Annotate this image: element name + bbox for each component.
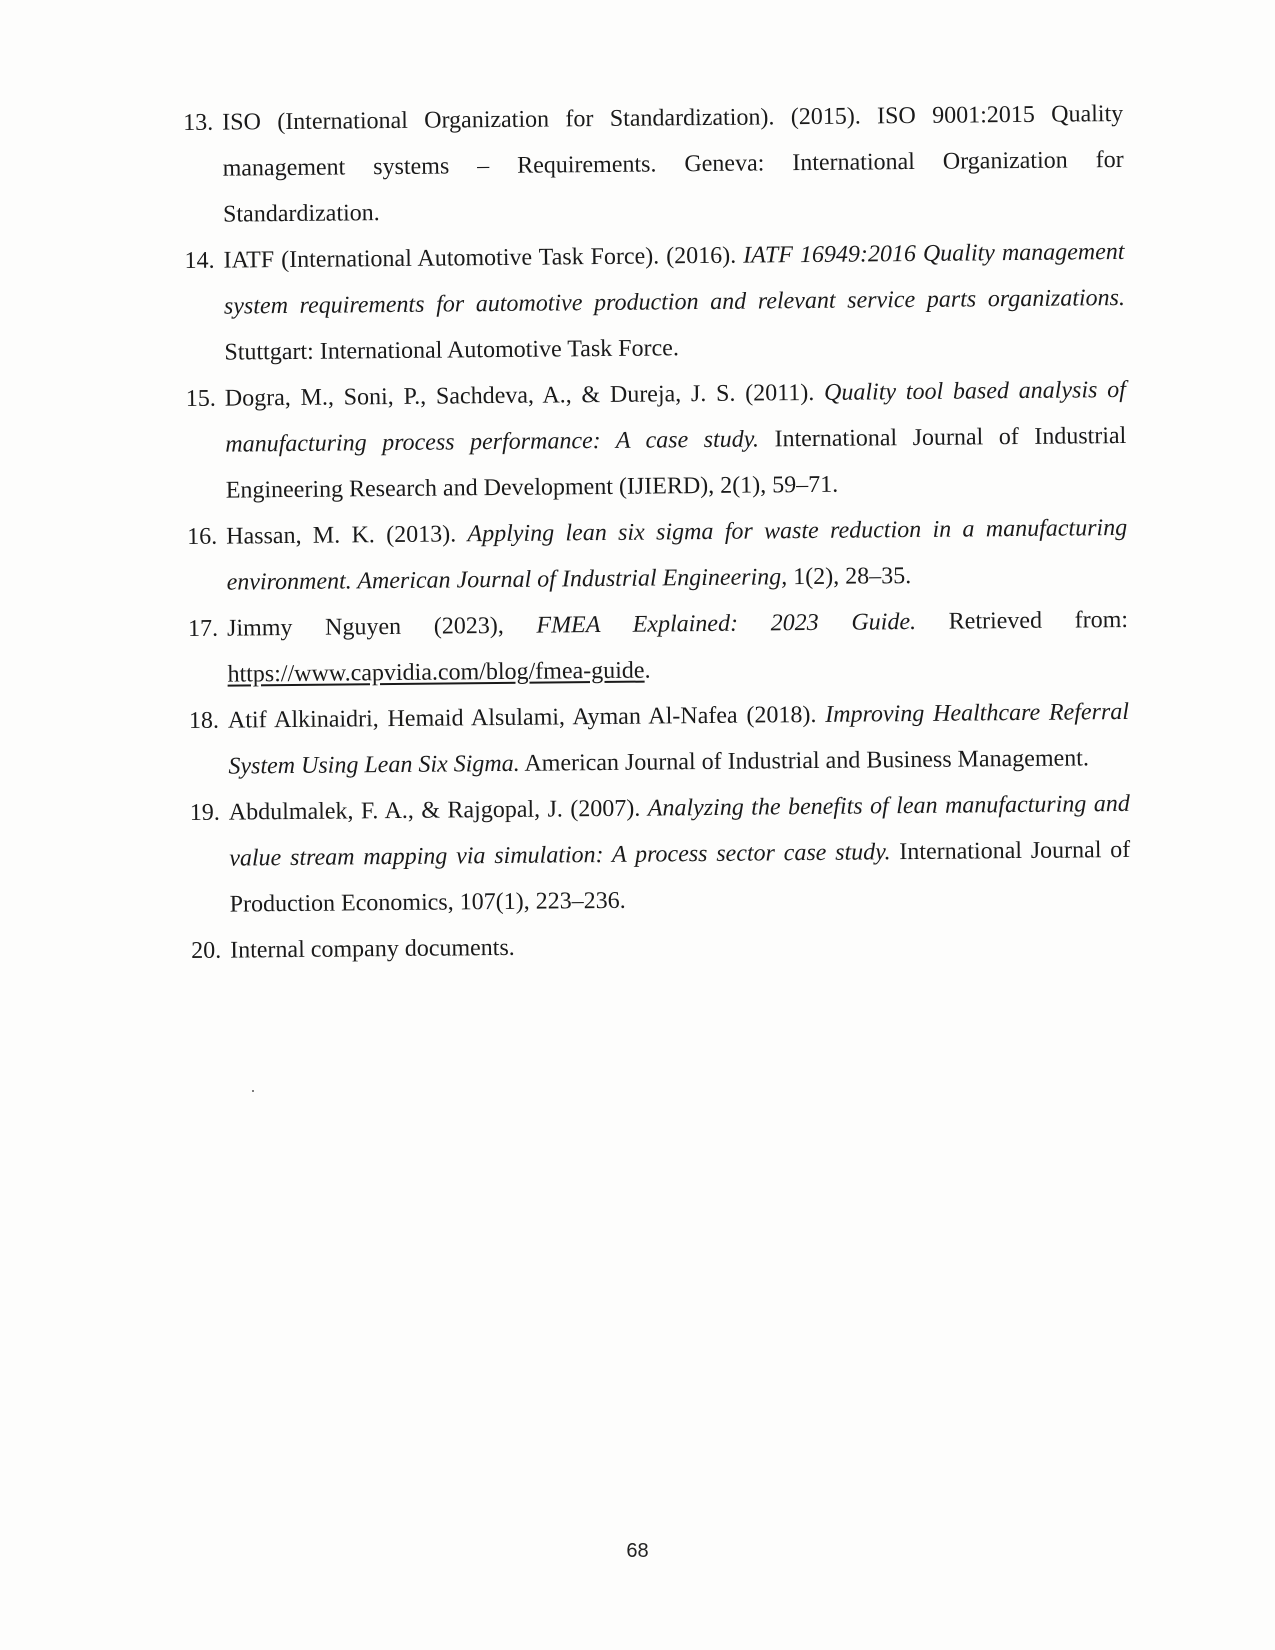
reference-title: FMEA Explained: 2023 Guide. <box>536 608 917 639</box>
reference-source: International Journal of Industrial Engineering Research and Development (IJIERD), 2(1), 59–71. <box>225 422 1127 504</box>
reference-number: 14. <box>184 247 215 274</box>
reference-number: 17. <box>187 615 219 642</box>
reference-item <box>183 91 1124 238</box>
reference-title: Quality tool based analysis of manufacturing process performance: A case study. <box>225 376 1126 458</box>
reference-source: 1(2), 28–35. <box>787 563 912 591</box>
reference-title: Analyzing the benefits of lean manufacturing and value stream mapping via simulation: A process sector case study. <box>229 790 1130 872</box>
reference-item <box>186 367 1127 514</box>
reference-title: Improving Healthcare Referral System Using Lean Six Sigma. <box>228 698 1130 780</box>
reference-item <box>188 597 1129 698</box>
page-number: 68 <box>626 1540 649 1562</box>
reference-authors: Hassan, M. K. (2013). <box>226 521 468 550</box>
reference-number: 18. <box>188 707 220 734</box>
reference-authors: Dogra, M., Soni, P., Sachdeva, A., & Dureja, J. S. (2011). <box>224 379 825 412</box>
reference-tail: . <box>644 657 651 684</box>
reference-source: American Journal of Industrial and Business Management. <box>519 745 1090 777</box>
reference-authors: IATF (International Automotive Task Force). (2016). <box>223 242 744 274</box>
reference-text: ISO (International Organization for Standardization). (2015). ISO 9001:2015 Quality management systems – Requirements. Geneva: International Organization for Standardization. <box>222 100 1124 228</box>
reference-item <box>189 689 1130 790</box>
reference-number: 16. <box>187 523 218 550</box>
reference-source: Retrieved from: <box>915 606 1129 635</box>
reference-authors: Abdulmalek, F. A., & Rajgopal, J. (2007). <box>228 795 648 826</box>
reference-url-link[interactable]: https://www.capvidia.com/blog/fmea-guide <box>227 657 645 688</box>
reference-number: 15. <box>185 385 216 412</box>
reference-source: International Journal of Production Economics, 107(1), 223–236. <box>229 836 1131 918</box>
reference-text: Internal company documents. <box>230 934 515 964</box>
reference-number: 20. <box>191 937 222 964</box>
reference-item <box>190 781 1131 928</box>
reference-authors: Atif Alkinaidri, Hemaid Alsulami, Ayman Al-Nafea (2018). <box>227 701 826 734</box>
reference-source: Stuttgart: International Automotive Task Force. <box>224 335 679 366</box>
reference-item <box>187 505 1128 606</box>
reference-title: Applying lean six sigma for waste reduction in a manufacturing environment. American Journal of Industrial Engineering, <box>226 514 1128 596</box>
reference-authors: Jimmy Nguyen (2023), <box>226 612 537 642</box>
reference-item <box>184 229 1125 376</box>
reference-title: IATF 16949:2016 Quality management system requirements for automotive production and relevant service parts organizations. <box>223 238 1126 320</box>
reference-list <box>183 91 1131 974</box>
scan-speck <box>252 1090 254 1092</box>
reference-number: 13. <box>183 109 214 136</box>
reference-item <box>191 919 1131 974</box>
reference-number: 19. <box>189 799 220 826</box>
